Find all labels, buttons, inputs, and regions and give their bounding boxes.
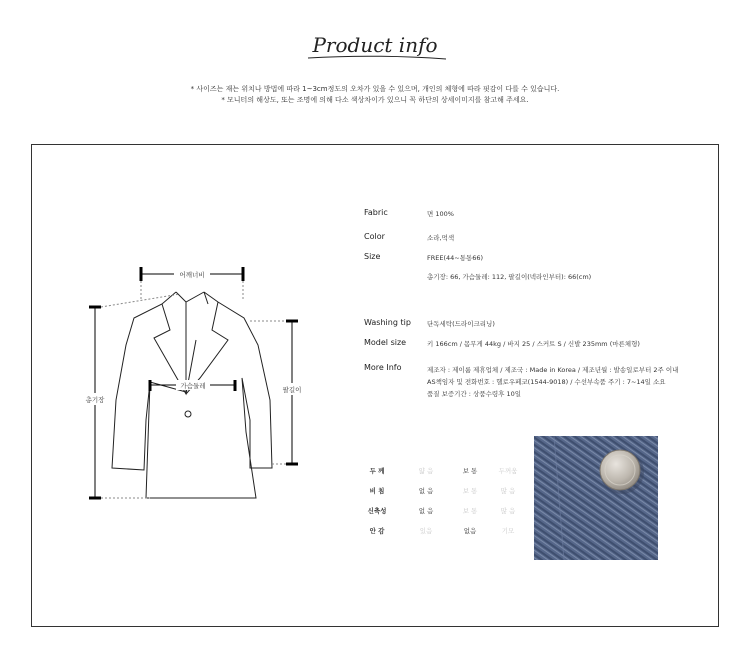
more-line-1: 제조자 : 제이룸 제휴업체 / 제조국 : Made in Korea / 제조년월 : 발송일로부터 2주 이내: [427, 366, 679, 374]
jacket-diagram: [80, 262, 320, 512]
fabric-closeup-image: [534, 436, 658, 560]
fabric-value: 면 100%: [427, 210, 454, 218]
attribute-option: 없음: [463, 527, 477, 535]
more-key: More Info: [364, 363, 402, 372]
shoulder-label: 어깨너비: [179, 271, 205, 279]
chest-label: 가슴둘레: [180, 382, 206, 390]
length-label: 총기장: [85, 396, 105, 404]
attribute-label: 안 감: [369, 527, 385, 535]
attribute-label: 비 침: [369, 487, 385, 495]
attribute-label: 신축성: [367, 507, 387, 515]
fabric-key: Fabric: [364, 208, 388, 217]
size-value: FREE(44~통통66): [427, 254, 484, 262]
size-detail: 총기장: 66, 가슴둘레: 112, 팔길이(넥라인부터): 66(cm): [427, 273, 592, 281]
attribute-option: 보 통: [462, 467, 478, 475]
note-line-2: * 모니터의 해상도, 또는 조명에 의해 다소 색상차이가 있으니 꼭 하단의 상세이미지를 참고해 주세요.: [221, 96, 529, 104]
sleeve-label: 팔길이: [282, 386, 302, 394]
title-text: Product info: [312, 33, 438, 57]
model-value: 키 166cm / 몸무게 44kg / 바지 25 / 스커트 S / 신발 235mm (마른체형): [427, 340, 640, 348]
attribute-option: 없 음: [418, 487, 434, 495]
model-key: Model size: [364, 338, 407, 347]
attribute-option: 얇 음: [418, 467, 434, 475]
note-line-1: * 사이즈는 재는 위치나 방법에 따라 1~3cm정도의 오차가 있을 수 있으며, 개인의 체형에 따라 핏감이 다를 수 있습니다.: [190, 85, 560, 93]
color-value: 소라,먹색: [427, 234, 455, 242]
attribute-option: 많 음: [500, 507, 516, 515]
attribute-label: 두 께: [369, 467, 385, 475]
attribute-option: 많 음: [500, 487, 516, 495]
attribute-option: 있음: [419, 527, 433, 535]
washing-key: Washing tip: [364, 318, 411, 327]
attribute-option: 없 음: [418, 507, 434, 515]
color-key: Color: [364, 232, 385, 241]
size-notes: [0, 84, 750, 106]
washing-value: 단독세탁(드라이크리닝): [427, 320, 495, 328]
attribute-option: 보 통: [462, 487, 478, 495]
more-line-3: 품질 보증기간 : 상품수령후 10일: [427, 390, 522, 398]
attribute-option: 보 통: [462, 507, 478, 515]
more-line-2: AS책임자 및 전화번호 : 헬로우페코(1544-9018) / 수선부속품 주기 : 7~14일 소요: [427, 378, 666, 386]
size-key: Size: [364, 252, 381, 261]
product-info-title: [0, 28, 750, 64]
attribute-option: 기모: [501, 527, 515, 535]
attribute-option: 두꺼움: [498, 467, 518, 475]
